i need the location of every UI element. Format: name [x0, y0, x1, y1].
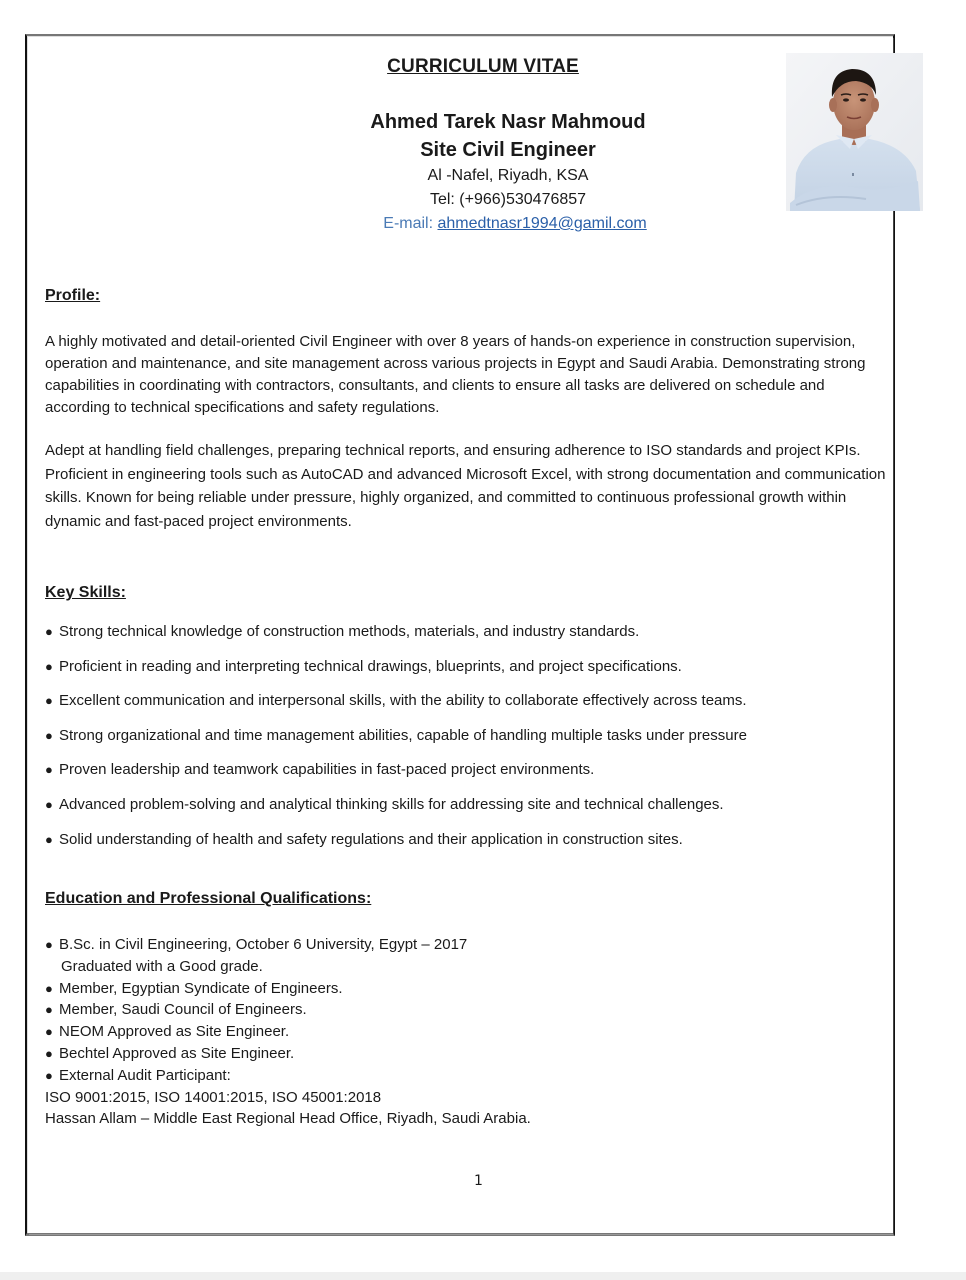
degree-text: B.Sc. in Civil Engineering, October 6 University, Egypt – 2017: [59, 936, 468, 953]
bullet-icon: ●: [45, 762, 53, 778]
skill-item: [45, 724, 747, 759]
viewer-bottom-bar: [0, 1272, 966, 1280]
candidate-name: Ahmed Tarek Nasr Mahmoud: [370, 111, 646, 133]
qualification-text: External Audit Participant:: [59, 1066, 231, 1084]
bullet-icon: ●: [45, 980, 53, 996]
skill-text: Advanced problem-solving and analytical thinking skills for addressing site and technical challenges.: [59, 795, 724, 813]
skill-text: Strong technical knowledge of construction methods, materials, and industry standards.: [59, 623, 640, 640]
education-heading: Education and Professional Qualifications:: [45, 890, 372, 907]
email-link[interactable]: ahmedtnasr1994@gamil.com: [437, 215, 647, 232]
bullet-icon: ●: [45, 1024, 53, 1040]
candidate-email-row: [320, 212, 696, 236]
bullet-icon: ●: [45, 1045, 53, 1061]
profile-paragraph-2: Adept at handling field challenges, preparing technical reports, and ensuring adherence to ISO standards and project KPIs. Proficient in engineering tools such as AutoCAD and advanced Microsoft Excel, with strong documentation and communication skills. Known for being reliable under pressure, highly organized, and committed to continuous professional growth within dynamic and fast-paced project environments.: [45, 442, 886, 530]
bullet-icon: ●: [45, 937, 53, 952]
skill-item: [45, 828, 747, 863]
qualification-text: Member, Egyptian Syndicate of Engineers.: [59, 979, 343, 997]
skills-list: [45, 620, 747, 862]
skill-text: Strong organizational and time management abilities, capable of handling multiple tasks under pressure: [59, 726, 747, 744]
bullet-icon: ●: [45, 1067, 53, 1083]
skill-item: [45, 793, 747, 828]
education-item: [45, 1021, 531, 1043]
skills-heading: Key Skills:: [45, 584, 126, 601]
profile-photo-icon: [786, 53, 923, 211]
skill-item: [45, 689, 747, 724]
education-item-degree: [45, 934, 531, 956]
skill-item: [45, 758, 747, 793]
skill-text: Proficient in reading and interpreting technical drawings, blueprints, and project specifications.: [59, 657, 682, 675]
degree-note: Graduated with a Good grade.: [61, 957, 263, 975]
document-title: CURRICULUM VITAE: [387, 56, 579, 77]
audit-location: Hassan Allam – Middle East Regional Head Office, Riyadh, Saudi Arabia.: [45, 1110, 531, 1128]
education-item: [45, 1065, 531, 1087]
education-item: [45, 978, 531, 1000]
bullet-icon: ●: [45, 796, 53, 812]
candidate-role: Site Civil Engineer: [420, 139, 596, 161]
candidate-phone: Tel: (+966)530476857: [429, 191, 587, 208]
audit-standards: ISO 9001:2015, ISO 14001:2015, ISO 45001:2018: [45, 1088, 382, 1106]
contact-header: [320, 108, 696, 236]
qualification-text: Bechtel Approved as Site Engineer.: [59, 1044, 295, 1062]
qualification-text: Member, Saudi Council of Engineers.: [59, 1001, 307, 1019]
skill-text: Solid understanding of health and safety regulations and their application in construction sites.: [59, 830, 683, 848]
skill-text: Proven leadership and teamwork capabilities in fast-paced project environments.: [59, 761, 595, 779]
candidate-location: Al -Nafel, Riyadh, KSA: [427, 167, 589, 184]
email-label: E-mail:: [383, 215, 438, 232]
bullet-icon: ●: [45, 1002, 53, 1018]
bullet-icon: ●: [45, 658, 53, 674]
page-number: 1: [474, 1173, 483, 1189]
skill-item: [45, 655, 747, 690]
education-item: [45, 1043, 531, 1065]
bullet-icon: ●: [45, 831, 53, 847]
qualification-text: NEOM Approved as Site Engineer.: [59, 1023, 290, 1041]
bullet-icon: ●: [45, 727, 53, 743]
profile-photo: [786, 53, 923, 211]
skill-item: [45, 620, 747, 655]
bullet-icon: ●: [45, 624, 53, 639]
profile-paragraph-1: A highly motivated and detail-oriented Civil Engineer with over 8 years of hands-on experience in construction supervision, operation and maintenance, and site management across various projects in Egypt and Saudi Arabia. Demonstrating strong capabilities in coordinating with contractors, consultants, and clients to ensure all tasks are delivered on schedule and according to technical specifications and safety regulations.: [45, 333, 866, 416]
bullet-icon: ●: [45, 693, 53, 709]
education-list: [45, 934, 531, 1130]
skill-text: Excellent communication and interpersonal skills, with the ability to collaborate effectively across teams.: [59, 692, 747, 710]
profile-heading: Profile:: [45, 287, 101, 304]
education-item: [45, 999, 531, 1021]
